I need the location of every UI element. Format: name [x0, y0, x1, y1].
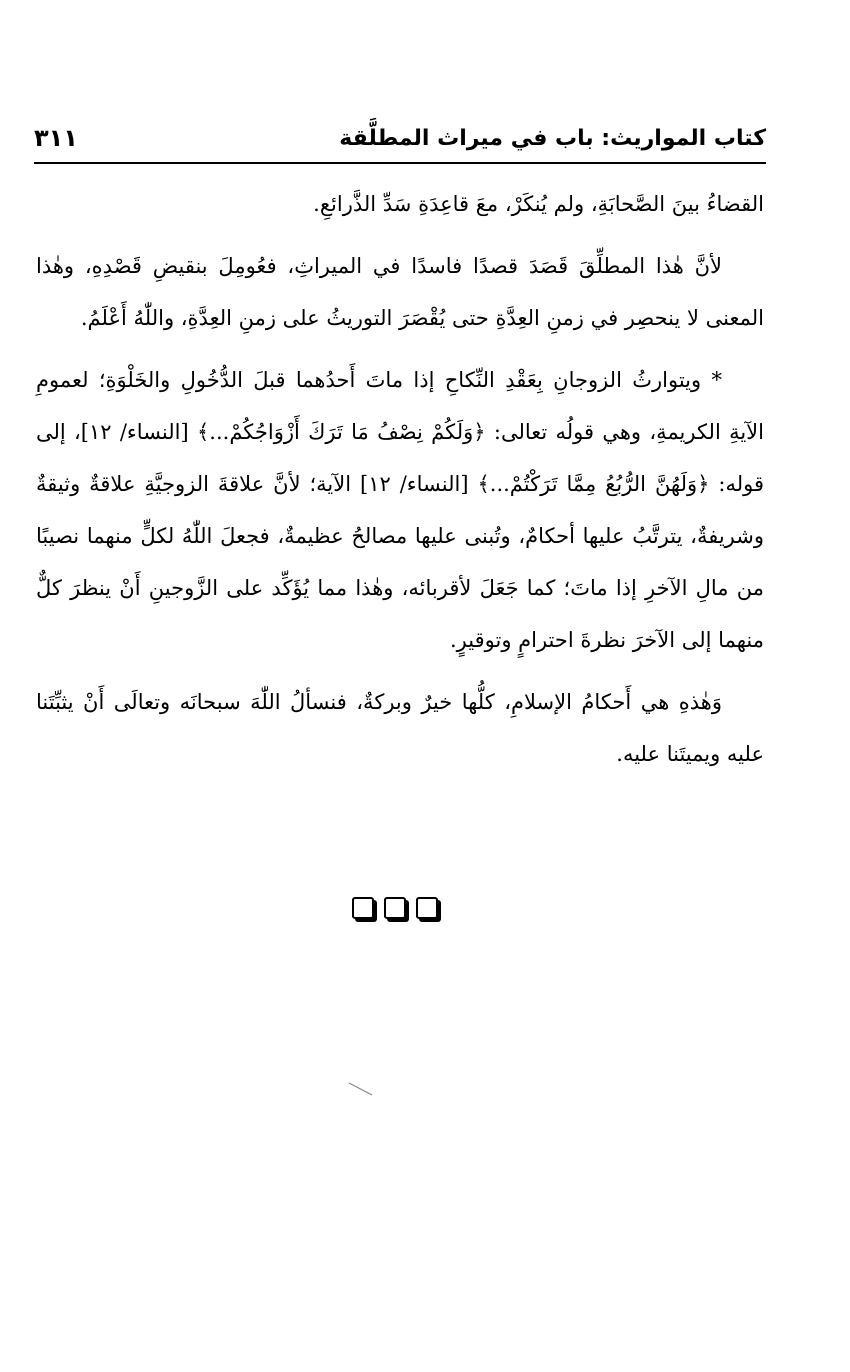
page-body	[36, 178, 764, 790]
ornament-box-icon	[384, 897, 406, 919]
running-title: كتاب المواريث: باب في ميراث المطلَّقة	[339, 126, 766, 151]
paragraph-inheritance-reason: لأنَّ هٰذا المطلِّقَ قَصَدَ قصدًا فاسدًا في الميراثِ، فعُومِلَ بنقيضِ قَصْدِهِ، وهٰذا المعنى لا ينحصِر في زمنِ العِدَّةِ حتى يُقْصَرَ التوريثُ على زمنِ العِدَّةِ، واللّٰهُ أَعْلَمُ.	[36, 254, 764, 330]
paragraph-continuation: القضاءُ بينَ الصَّحابَةِ، ولم يُنكَرْ، معَ قاعِدَةِ سَدِّ الذَّرائعِ.	[313, 192, 764, 216]
header-rule	[34, 162, 766, 164]
page-number: ٣١١	[34, 124, 78, 152]
ornament-box-icon	[416, 897, 438, 919]
paragraph-spouses-inheritance: * ويتوارثُ الزوجانِ بِعَقْدِ النِّكاحِ إذا ماتَ أَحدُهما قبلَ الدُّخُولِ والخَلْوَةِ؛ لعمومِ الآيةِ الكريمةِ، وهي قولُه تعالى: ﴿وَلَكُمْ نِصْفُ مَا تَرَكَ أَزْوَاجُكُمْ...﴾ [النساء/ ١٢]، إلى قوله: ﴿وَلَهُنَّ الرُّبُعُ مِمَّا تَرَكْتُمْ...﴾ [النساء/ ١٢] الآية؛ لأنَّ علاقةَ الزوجيَّةِ علاقةٌ وثيقةٌ وشريفةٌ، يترتَّبُ عليها أحكامٌ، وتُبنى عليها مصالحُ عظيمةٌ، فجعلَ اللّٰهُ لكلٍّ منهما نصيبًا من مالِ الآخرِ إذا ماتَ؛ كما جَعَلَ لأقربائه، وهٰذا مما يُؤَكِّد على الزَّوجينِ أَنْ ينظرَ كلٌّ منهما إلى الآخرَ نظرةَ احترامٍ وتوقيرٍ.	[36, 368, 764, 652]
ornament-box-icon	[352, 897, 374, 919]
page-header	[34, 122, 766, 158]
scan-speck	[348, 1082, 374, 1096]
section-end-ornament	[352, 897, 462, 925]
paragraph-closing: وَهٰذهِ هي أَحكامُ الإسلامِ، كلُّها خيرٌ وبركةٌ، فنسألُ اللّٰهَ سبحانَه وتعالَى أَنْ يثبِّتَنا عليه ويميتَنا عليه.	[36, 690, 764, 766]
